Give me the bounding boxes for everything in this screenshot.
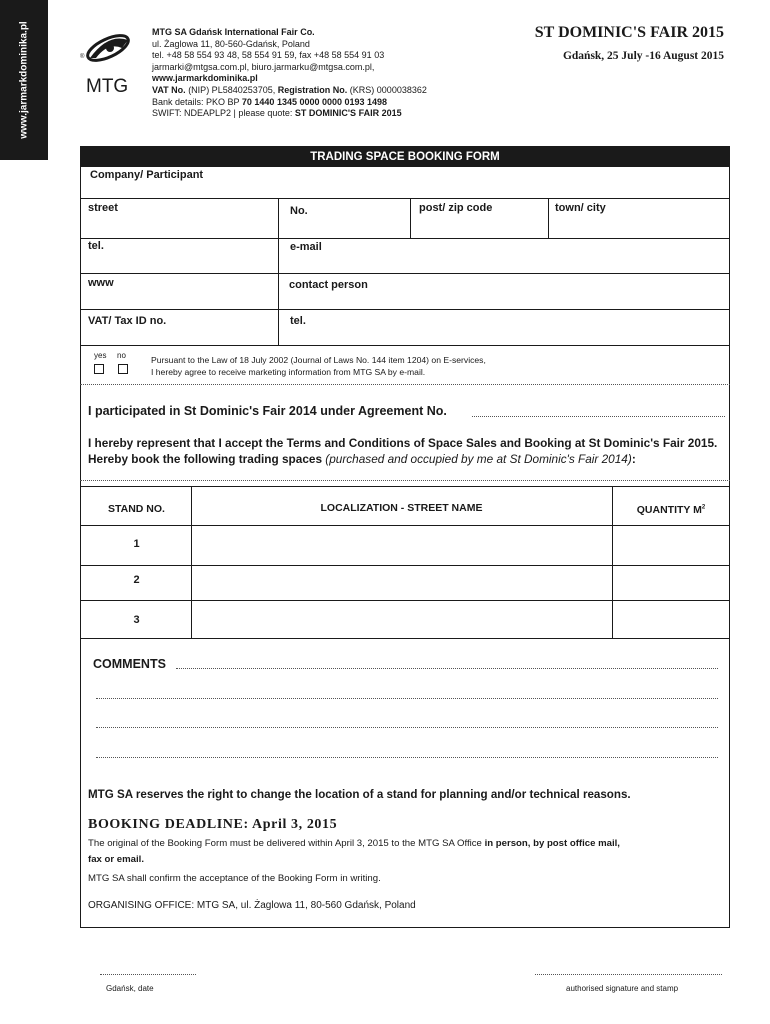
zip-field[interactable]: post/ zip code: [419, 202, 493, 214]
divider: [80, 345, 730, 346]
col-stand-header: STAND NO.: [108, 503, 165, 515]
divider: [80, 486, 730, 487]
reg-value: (KRS) 0000038362: [349, 84, 427, 95]
consent-no-checkbox[interactable]: [118, 364, 128, 374]
number-field[interactable]: No.: [290, 205, 308, 217]
comments-line[interactable]: [96, 757, 718, 758]
book-colon: :: [631, 452, 636, 466]
deadline-text: [88, 836, 728, 868]
consent-line-1: Pursuant to the Law of 18 July 2002 (Journal of Laws No. 144 item 1204) on E-services,: [151, 355, 486, 365]
book-italic: (purchased and occupied by me at St Dominic's Fair 2014): [325, 452, 632, 466]
email-field[interactable]: e-mail: [290, 241, 322, 253]
qty-sup: 2: [701, 504, 706, 511]
organizer-bank-line: [152, 97, 427, 109]
bank-value: 70 1440 1345 0000 0000 0193 1498: [241, 96, 388, 107]
swift-value: ST DOMINIC'S FAIR 2015: [294, 108, 402, 119]
organizer-phones: tel. +48 58 554 93 48, 58 554 91 59, fax +48 58 554 91 03: [152, 50, 385, 61]
street-field[interactable]: street: [88, 202, 118, 214]
comments-line[interactable]: [176, 668, 718, 669]
fair-dates: Gdańsk, 25 July -16 August 2015: [562, 50, 724, 62]
qty-label: QUANTITY M: [636, 504, 702, 516]
book-prefix: Hereby book the following trading spaces: [88, 452, 323, 466]
stand-row-1: 1: [133, 538, 140, 550]
organizer-website: www.jarmarkdominika.pl: [152, 73, 258, 84]
divider: [80, 600, 730, 601]
consent-yes-checkbox[interactable]: [94, 364, 104, 374]
comments-label: COMMENTS: [93, 657, 166, 671]
divider: [80, 565, 730, 566]
divider: [80, 480, 730, 481]
divider: [80, 525, 730, 526]
consent-line-2: I hereby agree to receive marketing information from MTG SA by e-mail.: [151, 367, 426, 377]
organizer-emails: jarmarki@mtgsa.com.pl, biuro.jarmarku@mtgsa.com.pl,: [152, 61, 375, 72]
confirm-text: MTG SA shall confirm the acceptance of the Booking Form in writing.: [88, 873, 381, 884]
fair-title: ST DOMINIC'S FAIR 2015: [534, 24, 724, 41]
reg-label: Registration No.: [277, 84, 348, 95]
comments-line[interactable]: [96, 698, 718, 699]
stand-row-2: 2: [133, 574, 140, 586]
bank-label: Bank details: PKO BP: [152, 96, 240, 107]
col-location-header: LOCALIZATION - STREET NAME: [320, 502, 483, 514]
yes-label: yes: [94, 351, 107, 360]
divider: [80, 384, 730, 385]
authorised-signature-line[interactable]: [535, 974, 722, 975]
organizer-vat-line: [152, 85, 427, 97]
divider: [80, 309, 730, 310]
divider: [548, 198, 549, 238]
tel2-field[interactable]: tel.: [290, 315, 306, 327]
consent-text: [151, 354, 486, 378]
organizer-info: [152, 27, 427, 120]
deadline-text-main: The original of the Booking Form must be delivered within April 3, 2015 to the MTG SA Office: [88, 838, 482, 849]
divider: [80, 638, 730, 639]
www-field[interactable]: www: [88, 277, 114, 289]
divider: [410, 198, 411, 238]
form-title: TRADING SPACE BOOKING FORM: [81, 147, 729, 167]
organizer-address: ul. Żaglowa 11, 80-560-Gdańsk, Poland: [152, 38, 310, 49]
office-text: ORGANISING OFFICE: MTG SA, ul. Żaglowa 11, 80-560 Gdańsk, Poland: [88, 900, 416, 911]
tel-field[interactable]: tel.: [88, 240, 104, 252]
divider: [80, 273, 730, 274]
divider: [80, 198, 730, 199]
swift-label: SWIFT: NDEAPLP2 | please quote:: [152, 108, 293, 119]
divider: [278, 198, 279, 345]
place-date-label: Gdańsk, date: [106, 984, 154, 993]
vat-value: (NIP) PL5840253705,: [188, 84, 276, 95]
booking-form: [80, 146, 730, 928]
organizer-name: MTG SA Gdańsk International Fair Co.: [152, 27, 315, 37]
represent-statement: I hereby represent that I accept the Terms and Conditions of Space Sales and Booking at St Dominic's Fair 2015.: [88, 436, 718, 450]
contact-person-field[interactable]: contact person: [289, 279, 368, 291]
book-statement: [88, 452, 636, 466]
signature-label: authorised signature and stamp: [566, 984, 679, 993]
vat-field[interactable]: VAT/ Tax ID no.: [88, 315, 167, 327]
vat-label: VAT No.: [152, 84, 186, 95]
mtg-logo-icon: [78, 28, 140, 98]
company-field[interactable]: Company/ Participant: [90, 169, 204, 181]
deadline-text-bold: in person, by post office mail,: [484, 838, 620, 849]
participated-statement: I participated in St Dominic's Fair 2014 under Agreement No.: [88, 404, 447, 418]
logo-text: MTG: [86, 76, 129, 97]
stand-row-3: 3: [133, 614, 140, 626]
date-signature-line[interactable]: [100, 974, 196, 975]
sidebar-website: www.jarmarkdominika.pl: [18, 21, 30, 139]
reserve-statement: MTG SA reserves the right to change the location of a stand for planning and/or technical reasons.: [88, 788, 631, 801]
divider: [80, 238, 730, 239]
organizer-swift-line: [152, 108, 427, 120]
deadline-text-bold2: fax or email.: [88, 854, 144, 865]
town-field[interactable]: town/ city: [555, 202, 606, 214]
comments-line[interactable]: [96, 727, 718, 728]
sidebar-band: [0, 0, 48, 160]
deadline-title: BOOKING DEADLINE: April 3, 2015: [88, 817, 338, 832]
agreement-number-field[interactable]: [472, 416, 725, 417]
no-label: no: [117, 351, 126, 360]
registered-mark: ®: [80, 54, 85, 60]
col-quantity-header: [612, 504, 730, 516]
